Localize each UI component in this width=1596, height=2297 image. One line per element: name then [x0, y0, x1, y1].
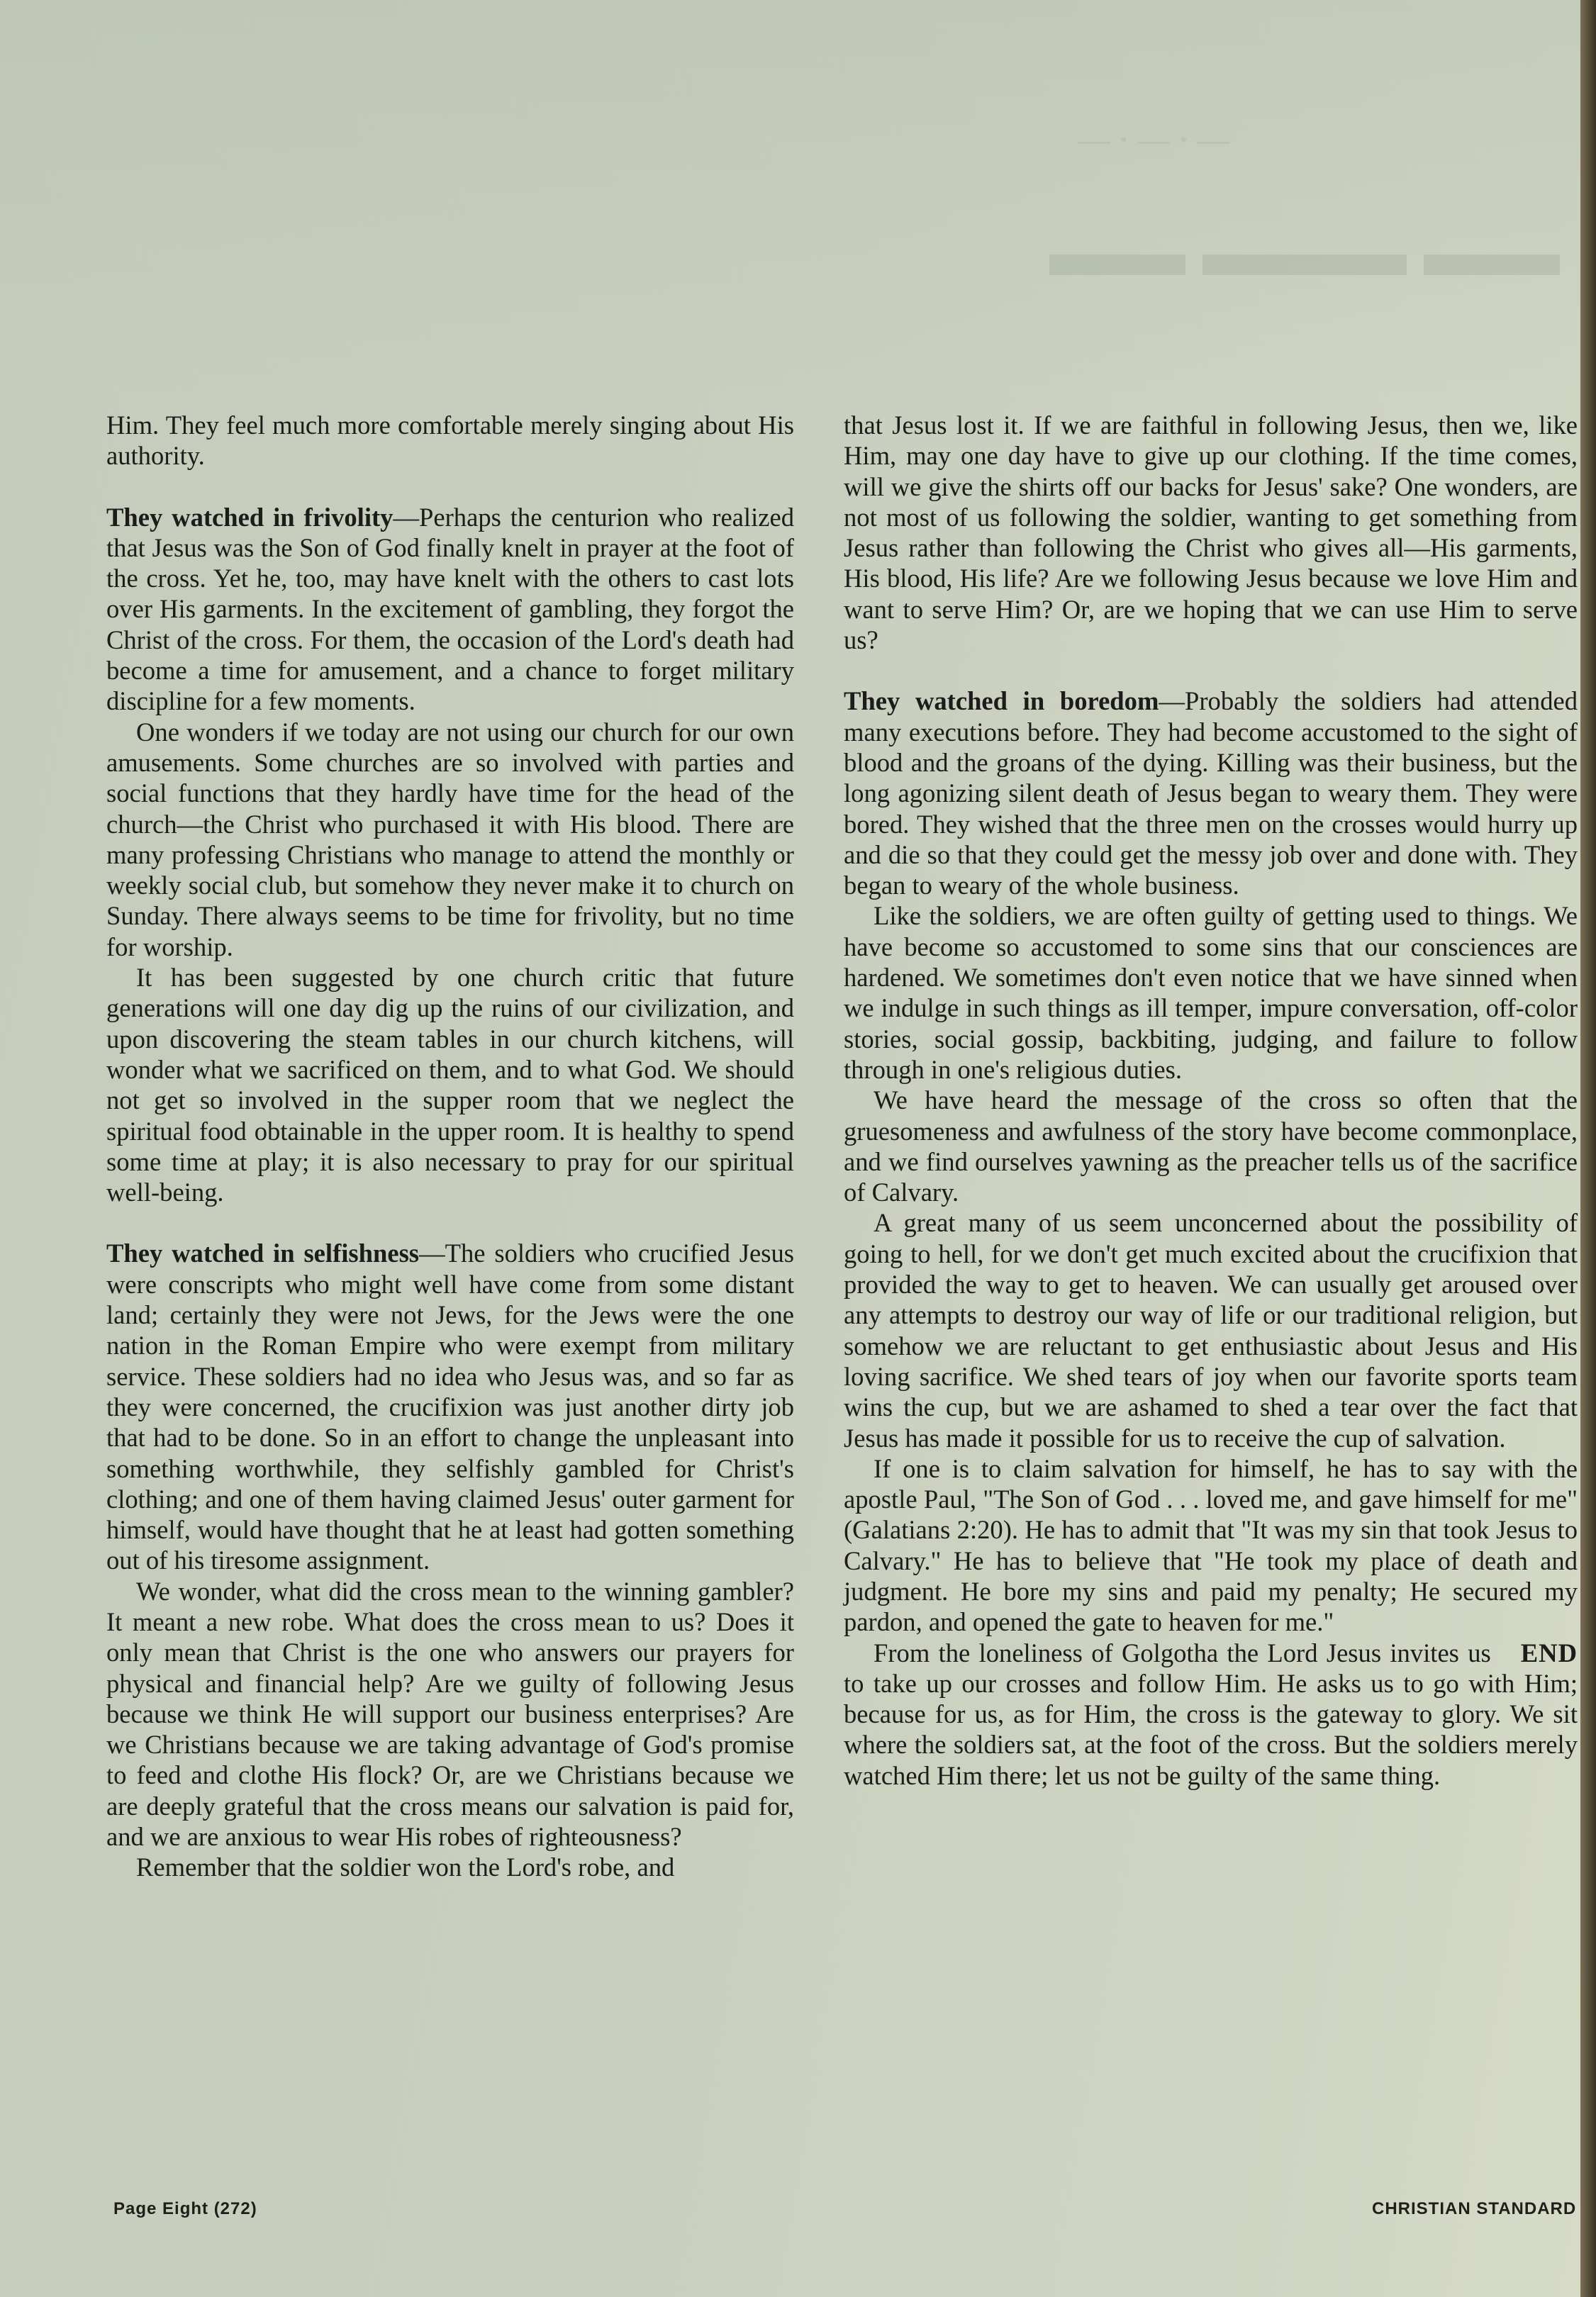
page-number: Page Eight (272)	[113, 2199, 257, 2218]
bleed-through-ghost-text: ▬▬ ▬▬▬ ▬▬	[1049, 214, 1560, 290]
paragraph: We have heard the message of the cross so often that the gruesomeness and awfulness of the story have become commonplace, and we find ourselves yawning as the preacher tells us of the sacrifice of Calvary.	[844, 1085, 1578, 1207]
left-column	[106, 410, 794, 1883]
section-heading: They watched in boredom	[844, 686, 1159, 716]
section-selfishness	[106, 1238, 794, 1575]
paragraph: One wonders if we today are not using our church for our own amusements. Some churches are so involved with parties and social functions that they hardly have time for the head of the church—the Christ who purchased it with His blood. There are many professing Christians who manage to attend the monthly or weekly social club, but somehow they never make it to church on Sunday. There always seems to be time for frivolity, but no time for worship.	[106, 717, 794, 961]
section-text: —Perhaps the centurion who realized that Jesus was the Son of God finally knelt in prayer at the foot of the cross. Yet he, too, may have knelt with the others to cast lots over His garments. In the excitement of gambling, they forgot the Christ of the cross. For them, the occasion of the Lord's death had become a time for amusement, and a chance to forget military discipline for a few moments.	[106, 502, 794, 716]
section-text: —The soldiers who crucified Jesus were conscripts who might well have come from some distant land; certainly they were not Jews, for the Jews were the one nation in the Roman Empire who were exempt from military service. These soldiers had no idea who Jesus was, and so far as they were concerned, the crucifixion was just another dirty job that had to be done. So in an effort to change the unpleasant into something worthwhile, they selfishly gambled for Christ's clothing; and one of them having claimed Jesus' outer garment for himself, would have thought that he at least had gotten something out of his tiresome assignment.	[106, 1239, 794, 1575]
section-heading: They watched in frivolity	[106, 502, 394, 532]
paragraph: that Jesus lost it. If we are faithful in following Jesus, then we, like Him, may one day have to give up our clothing. If the time comes, will we give the shirts off our backs for Jesus' sake? One wonders, are not most of us following the soldier, wanting to get something from Jesus rather than following the Christ who gives all—His garments, His blood, His life? Are we following Jesus because we love Him and want to serve Him? Or, are we hoping that we can use Him to serve us?	[844, 410, 1578, 655]
bleed-through-ghost-text: — · — · —	[1078, 121, 1230, 157]
binding-edge	[1580, 0, 1596, 2297]
section-text: —Probably the soldiers had attended many executions before. They had become accustomed to the sight of blood and the groans of the dying. Killing was their business, but the long agonizing silent death of Jesus began to weary them. They were bored. They wished that the three men on the crosses would hurry up and die so that they could get the messy job over and done with. They began to weary of the whole business.	[844, 686, 1578, 900]
end-mark: END	[1520, 1638, 1578, 1667]
paragraph: Him. They feel much more comfortable merely singing about His authority.	[106, 410, 794, 471]
section-frivolity	[106, 502, 794, 717]
paragraph-text: From the loneliness of Golgotha the Lord Jesus invites us to take up our crosses and follow Him. He asks us to go with Him; because for us, as for Him, the cross is the gateway to glory. We sit where the soldiers sat, at the foot of the cross. But the soldiers merely watched Him there; let us not be guilty of the same thing.	[844, 1638, 1578, 1790]
paragraph: Remember that the soldier won the Lord's robe, and	[136, 1852, 675, 1882]
paragraph: We wonder, what did the cross mean to the winning gambler? It meant a new robe. What does the cross mean to us? Does it only mean that Christ is the one who answers our prayers for physical and financial help? Are we guilty of following Jesus because we think He will support our business enterprises? Are we Christians because we are taking advantage of God's promise to feed and clothe His flock? Or, are we Christians because we are deeply grateful that the cross means our salvation is paid for, and we are anxious to wear His robes of righteousness?	[106, 1576, 794, 1852]
section-boredom	[844, 686, 1578, 900]
paragraph: If one is to claim salvation for himself, he has to say with the apostle Paul, "The Son of God . . . loved me, and gave himself for me" (Galatians 2:20). He has to admit that "It was my sin that took Jesus to Calvary." He has to believe that "He took my place of death and judgment. He bore my sins and paid my penalty; He secured my pardon, and opened the gate to heaven for me."	[844, 1453, 1578, 1637]
paragraph: It has been suggested by one church critic that future generations will one day dig up the ruins of our civilization, and upon discovering the steam tables in our church kitchens, will wonder what we sacrificed on them, and to what God. We should not get so involved in the supper room that we neglect the spiritual food obtainable in the upper room. It is healthy to spend some time at play; it is also necessary to pray for our spiritual well-being.	[106, 963, 794, 1207]
section-heading: They watched in selfishness	[106, 1239, 420, 1268]
paragraph: A great many of us seem unconcerned about the possibility of going to hell, for we don't get much excited about the crucifixion that provided the way to get to heaven. We can usually get aroused over any attempts to destroy our way of life or our traditional religion, but somehow we are reluctant to get enthusiastic about Jesus and His loving sacrifice. We shed tears of joy when our favorite sports team wins the cup, but we are ashamed to shed a tear over the fact that Jesus has made it possible for us to receive the cup of salvation.	[844, 1208, 1578, 1453]
paragraph: Like the soldiers, we are often guilty of getting used to things. We have become so accustomed to some sins that our consciences are hardened. We sometimes don't even notice that we have sinned when we indulge in such things as ill temper, impure conversation, off-color stories, social gossip, backbiting, judging, and failure to follow through in one's religious duties.	[844, 901, 1578, 1084]
facing-page-bleed-through	[0, 0, 1596, 397]
closing-paragraph	[844, 1638, 1578, 1791]
right-column	[844, 410, 1578, 1791]
magazine-name: CHRISTIAN STANDARD	[1372, 2199, 1577, 2218]
